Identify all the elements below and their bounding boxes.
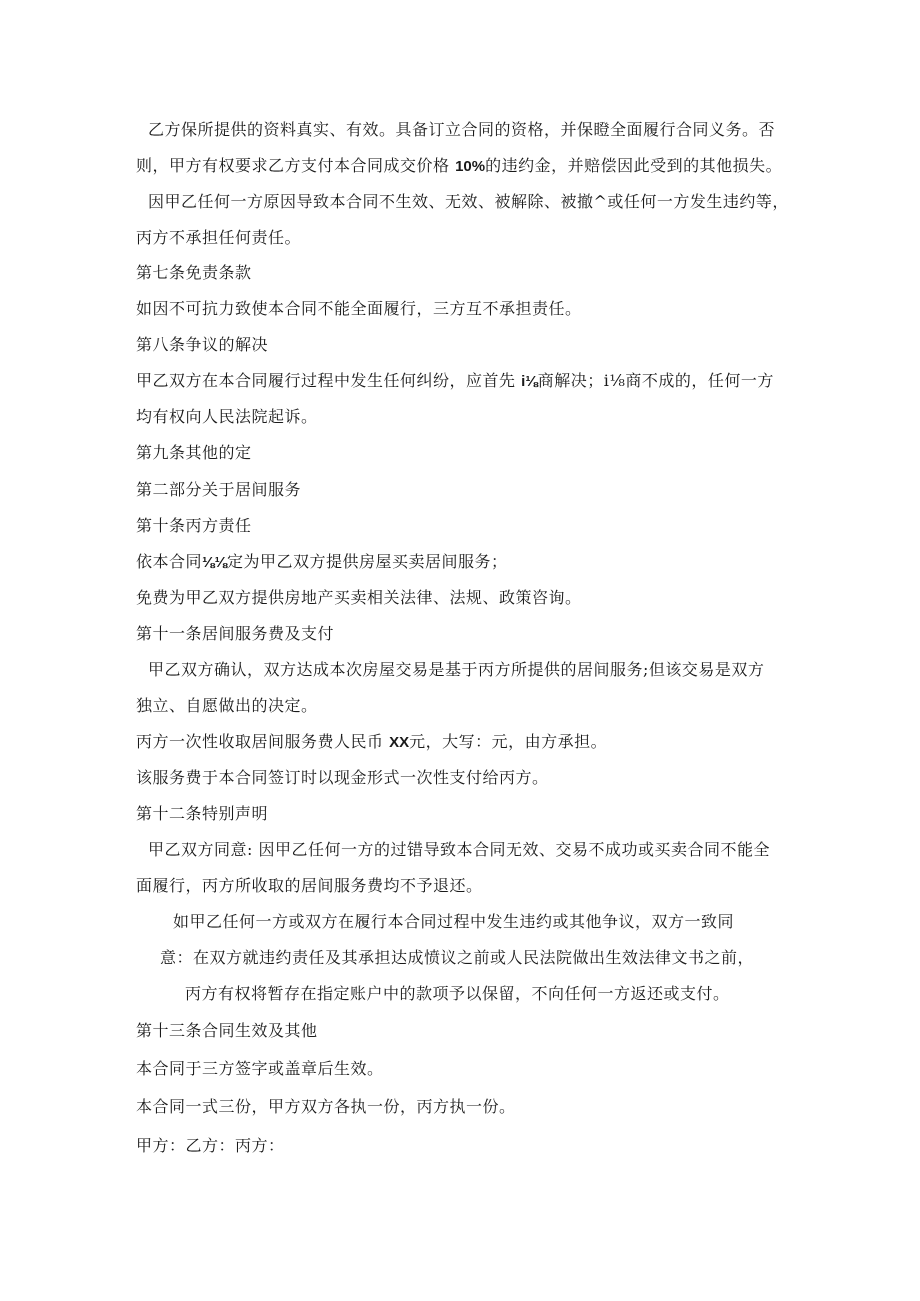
text-line: 因甲乙任何一方原因导致本合同不生效、无效、被解除、被撤^或任何一方发生违约等， — [148, 192, 789, 211]
text-line: 本合同于三方签字或盖章后生效。 — [136, 1059, 384, 1078]
text-line: 如因不可抗力致使本合同不能全面履行，三方互不承担责任。 — [136, 299, 582, 318]
text-line: 免费为甲乙双方提供房地产买卖相关法律、法规、政策咨询。 — [136, 588, 582, 607]
section-heading: 第十三条合同生效及其他 — [136, 1021, 318, 1040]
text-line: 乙方保所提供的资料真实、有效。具备订立合同的资格，并保瞪全面履行合同义务。否 — [148, 120, 776, 139]
section-heading: 第二部分关于居间服务 — [136, 480, 302, 499]
section-heading: 第十二条特别声明 — [136, 804, 269, 823]
text-line: 甲乙双方确认，双方达成本次房屋交易是基于丙方所提供的居间服务;但该交易是双方 — [148, 660, 765, 679]
text-line: 本合同一式三份，甲方双方各执一份，丙方执一份。 — [136, 1097, 516, 1116]
signature-line: 甲方：乙方：丙方： — [136, 1136, 285, 1155]
text-line: 则，甲方有权要求乙方支付本合同成交价格 10%的违约金，并赔偿因此受到的其他损失。 — [136, 156, 783, 175]
section-heading: 第十条丙方责任 — [136, 516, 252, 535]
section-heading: 第七条免责条款 — [136, 263, 252, 282]
text-line: 面履行，丙方所收取的居间服务费均不予退还。 — [136, 876, 483, 895]
text-line: 意：在双方就违约责任及其承担达成愤议之前或人民法院做出生效法律文书之前， — [160, 948, 755, 967]
text-line: 丙方不承担任何责任。 — [136, 228, 302, 247]
text-line: 该服务费于本合同签订时以现金形式一次性支付给丙方。 — [136, 768, 549, 787]
text-line: 丙方有权将暂存在指定账户中的款项予以保留，不向任何一方返还或支付。 — [185, 984, 730, 1003]
text-line: 甲乙双方在本合同履行过程中发生任何纠纷，应首先 i⅛商解决；i⅛商不成的，任何一方 — [136, 371, 774, 390]
section-heading: 第十一条居间服务费及支付 — [136, 624, 335, 643]
text-line: 均有权向人民法院起诉。 — [136, 407, 318, 426]
section-heading: 第九条其他的定 — [136, 443, 252, 462]
text-line: 丙方一次性收取居间服务费人民币 XX元，大写：元，由方承担。 — [136, 732, 608, 751]
text-line: 独立、自愿做出的决定。 — [136, 696, 318, 715]
text-line: 依本合同⅛⅛定为甲乙双方提供房屋买卖居间服务； — [136, 552, 508, 571]
text-line: 如甲乙任何一方或双方在履行本合同过程中发生违约或其他争议，双方一致同 — [173, 912, 735, 931]
section-heading: 第八条争议的解决 — [136, 335, 269, 354]
text-line: 甲乙双方同意: 因甲乙任何一方的过错导致本合同无效、交易不成功或买卖合同不能全 — [148, 840, 770, 859]
